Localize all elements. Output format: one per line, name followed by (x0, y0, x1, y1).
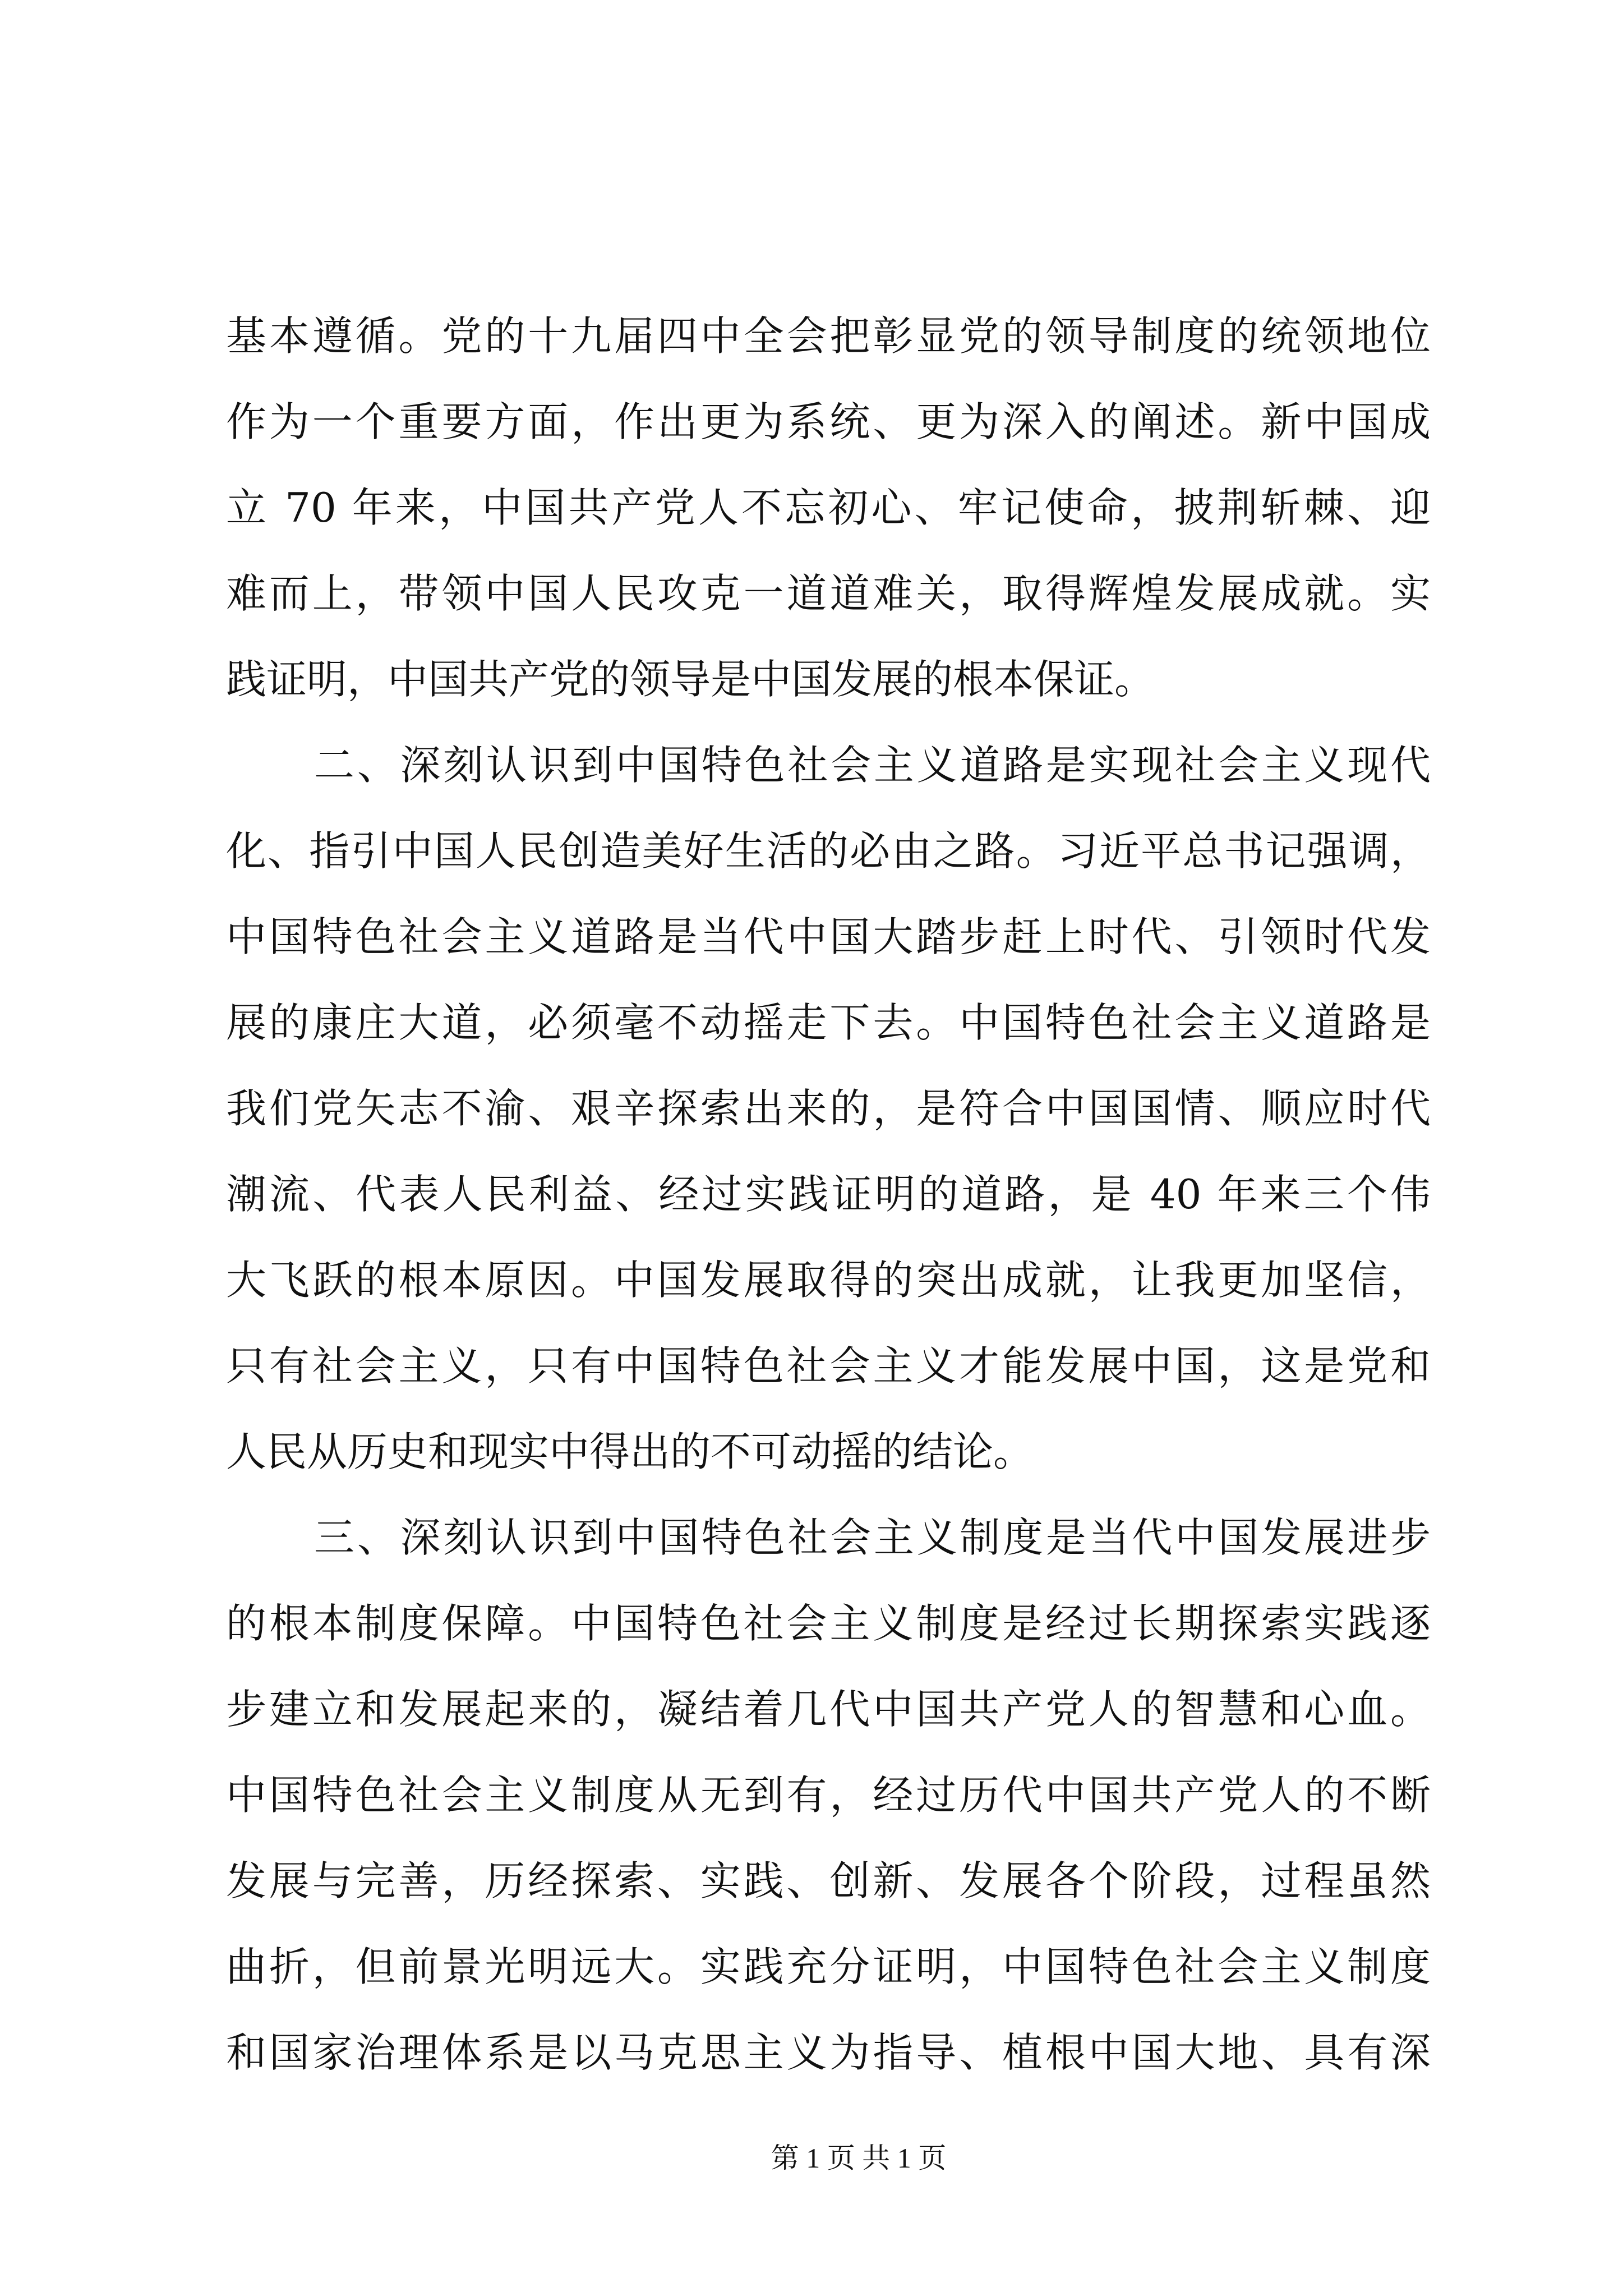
text-line: 化、指引中国人民创造美好生活的必由之路。习近平总书记强调， (226, 827, 1431, 875)
text-line: 大飞跃的根本原因。中国发展取得的突出成就，让我更加坚信， (226, 1257, 1431, 1304)
text-line: 三、深刻认识到中国特色社会主义制度是当代中国发展进步 (314, 1514, 1431, 1561)
paragraph (226, 293, 1431, 723)
text-line: 步建立和发展起来的，凝结着几代中国共产党人的智慧和心血。 (226, 1686, 1431, 1733)
paragraph (226, 723, 1431, 1495)
text-line: 发展与完善，历经探索、实践、创新、发展各个阶段，过程虽然 (226, 1857, 1431, 1904)
paragraph (226, 1495, 1431, 2096)
text-line: 作为一个重要方面，作出更为系统、更为深入的阐述。新中国成 (226, 398, 1431, 445)
text-line: 践证明，中国共产党的领导是中国发展的根本保证。 (226, 656, 1155, 703)
text-line: 基本遵循。党的十九届四中全会把彰显党的领导制度的统领地位 (226, 312, 1431, 360)
text-line: 难而上，带领中国人民攻克一道道难关，取得辉煌发展成就。实 (226, 570, 1431, 617)
text-line: 中国特色社会主义制度从无到有，经过历代中国共产党人的不断 (226, 1772, 1431, 1819)
text-line: 潮流、代表人民利益、经过实践证明的道路，是 40 年来三个伟 (226, 1171, 1431, 1218)
text-line: 曲折，但前景光明远大。实践充分证明，中国特色社会主义制度 (226, 1943, 1431, 1990)
text-line: 只有社会主义，只有中国特色社会主义才能发展中国，这是党和 (226, 1342, 1431, 1389)
text-line: 二、深刻认识到中国特色社会主义道路是实现社会主义现代 (314, 742, 1431, 789)
text-line: 立 70 年来，中国共产党人不忘初心、牢记使命，披荆斩棘、迎 (226, 484, 1431, 531)
text-line: 展的康庄大道，必须毫不动摇走下去。中国特色社会主义道路是 (226, 999, 1431, 1046)
page-footer: 第 1 页 共 1 页 (771, 2142, 947, 2174)
body-text (226, 293, 1431, 2096)
text-line: 人民从历史和现实中得出的不可动摇的结论。 (226, 1428, 1034, 1475)
text-line: 和国家治理体系是以马克思主义为指导、植根中国大地、具有深 (226, 2029, 1431, 2076)
text-line: 中国特色社会主义道路是当代中国大踏步赶上时代、引领时代发 (226, 913, 1431, 960)
text-line: 的根本制度保障。中国特色社会主义制度是经过长期探索实践逐 (226, 1600, 1431, 1647)
text-line: 我们党矢志不渝、艰辛探索出来的，是符合中国国情、顺应时代 (226, 1085, 1431, 1132)
